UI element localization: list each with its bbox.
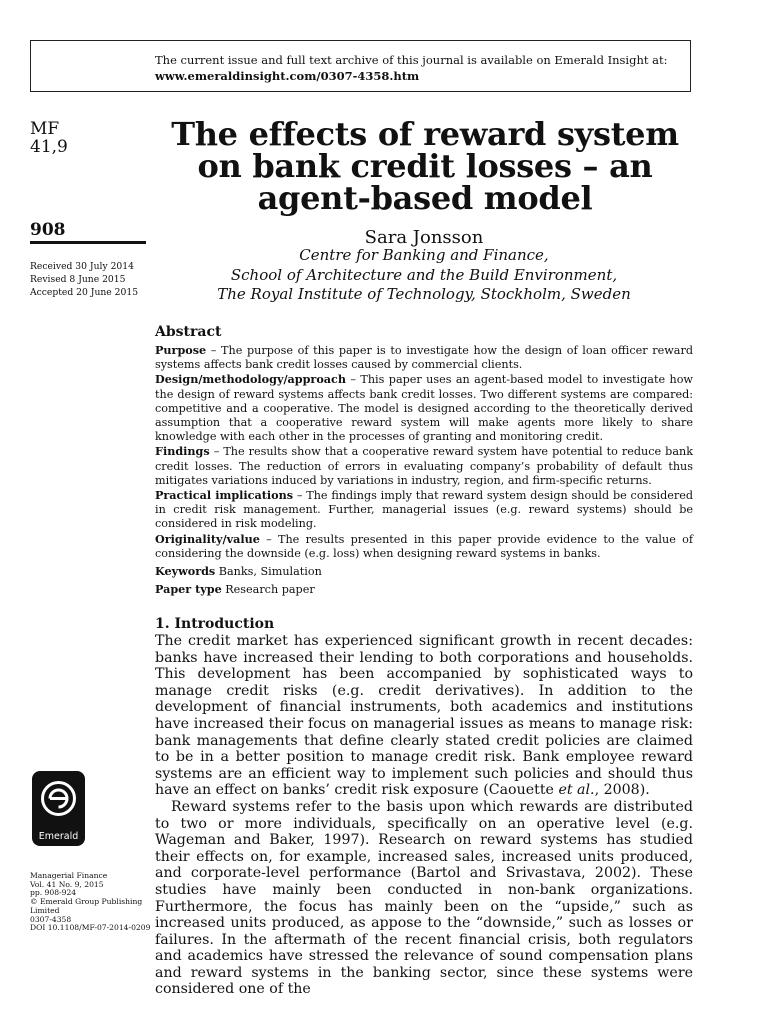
volume-issue: 41,9 xyxy=(30,137,68,157)
citation-etal: et al. xyxy=(558,782,595,799)
abstract-purpose xyxy=(155,343,693,372)
design-label: Design/methodology/approach xyxy=(155,372,346,387)
journal-name: Managerial Finance xyxy=(30,871,108,880)
purpose-label: Purpose xyxy=(155,343,207,357)
abstract-section xyxy=(155,324,693,597)
abstract-findings xyxy=(155,444,693,488)
intro-paragraph-1 xyxy=(155,633,693,799)
keywords-label: Keywords xyxy=(155,564,216,579)
author-affiliation xyxy=(155,246,693,305)
archive-url[interactable]: www.emeraldinsight.com/0307-4358.htm xyxy=(155,69,420,83)
revised-date: Revised 8 June 2015 xyxy=(30,274,126,285)
journal-volume-label xyxy=(30,120,68,156)
originality-text: – The results presented in this paper provide evidence to the value of considering the downside (e.g. loss) when designing reward systems in banks. xyxy=(155,532,693,560)
logo-wordmark: Emerald xyxy=(38,831,79,842)
affiliation-line: School of Architecture and the Build Environment, xyxy=(230,265,618,284)
keywords xyxy=(155,564,693,579)
emerald-logo xyxy=(32,771,85,846)
title-line: on bank credit losses – an xyxy=(197,147,653,185)
keywords-text: Banks, Simulation xyxy=(215,565,322,579)
article-title xyxy=(170,115,680,217)
intro-paragraph-2: Reward systems refer to the basis upon which rewards are distributed to two or more individuals, specifically on an operative level (e.g. Wageman and Baker, 1997). Research on reward systems has studied their effects on, for example, increased sales, increased units produced, and corporate-level performance (Bartol and Srivastava, 2002). These studies have mainly been conducted in non-bank organizations. Furthermore, the focus has mainly been on the “upside,” such as increased units produced, as appose to the “downside,” such as losses or failures. In the aftermath of the recent financial crisis, both regulators and academics have stressed the relevance of sound compensation plans and reward systems in the banking sector, since these systems were considered one of the xyxy=(155,798,693,998)
publication-info xyxy=(30,872,155,933)
findings-label: Findings xyxy=(155,444,210,459)
journal-archive-notice xyxy=(30,40,691,92)
abstract-design xyxy=(155,372,693,444)
paragraph-text: The credit market has experienced significant growth in recent decades: banks have increased their lending to both corporations and households. This development has been accompanied by sophisticated ways to manage credit risks (e.g. credit derivatives). In addition to the development of financial instruments, both academics and institutions have increased their focus on managerial issues as means to manage risk: bank managements that define clearly stated credit policies are claimed to be in a better position to manage credit risk. Bank employee reward systems are an efficient way to implement such policies and should thus have an effect on banks’ credit risk exposure (Caouette xyxy=(155,633,693,799)
author-name: Sara Jonsson xyxy=(364,227,484,248)
introduction-section xyxy=(155,616,693,998)
design-text: – This paper uses an agent-based model to investigate how the design of reward systems affects bank credit losses. Two different systems are compared: competitive and a cooperative. The model is designed according to the theoretically derived assumption that a cooperative reward system will make agents more likely to share knowledge with each other in the processes of granting and monitoring credit. xyxy=(155,373,693,444)
copyright: © Emerald Group Publishing Limited xyxy=(30,897,143,915)
volume-info: Vol. 41 No. 9, 2015 xyxy=(30,879,104,889)
practical-text: – The findings imply that reward system design should be considered in credit risk management. Further, managerial issues (e.g. reward systems) should be considered in risk modeling. xyxy=(155,489,693,531)
page-range: pp. 908-924 xyxy=(30,888,77,898)
affiliation-line: Centre for Banking and Finance, xyxy=(299,246,549,264)
issn: 0307-4358 xyxy=(30,914,72,924)
paragraph-text: , 2008). xyxy=(594,782,650,799)
affiliation-line: The Royal Institute of Technology, Stockholm, Sweden xyxy=(217,285,631,303)
title-line: agent-based model xyxy=(257,179,593,217)
doi[interactable]: DOI 10.1108/MF-07-2014-0209 xyxy=(30,923,151,933)
purpose-text: – The purpose of this paper is to investigate how the design of loan officer reward systems affects bank credit losses caused by commercial clients. xyxy=(155,344,693,372)
abstract-originality xyxy=(155,532,693,561)
journal-abbreviation: MF xyxy=(30,119,60,139)
title-line: The effects of reward system xyxy=(171,115,679,153)
originality-label: Originality/value xyxy=(155,531,260,546)
submission-dates xyxy=(30,260,138,299)
margin-rule xyxy=(30,241,146,244)
paper-type xyxy=(155,582,693,597)
received-date: Received 30 July 2014 xyxy=(30,261,134,272)
page-number: 908 xyxy=(30,220,66,240)
emerald-e-icon xyxy=(39,779,78,818)
section-heading: 1. Introduction xyxy=(155,616,275,632)
abstract-heading: Abstract xyxy=(155,324,222,340)
archive-notice-text: The current issue and full text archive of this journal is available on Emerald Insight at: xyxy=(155,53,668,67)
paper-type-text: Research paper xyxy=(221,583,315,597)
practical-label: Practical implications xyxy=(155,488,294,503)
paper-type-label: Paper type xyxy=(155,582,222,597)
abstract-practical xyxy=(155,488,693,532)
accepted-date: Accepted 20 June 2015 xyxy=(30,287,139,298)
findings-text: – The results show that a cooperative reward system have potential to reduce bank credit losses. The reduction of errors in evaluating company’s probability of default thus mitigates variations induced by variations in industry, region, and firm-specific returns. xyxy=(155,445,693,487)
